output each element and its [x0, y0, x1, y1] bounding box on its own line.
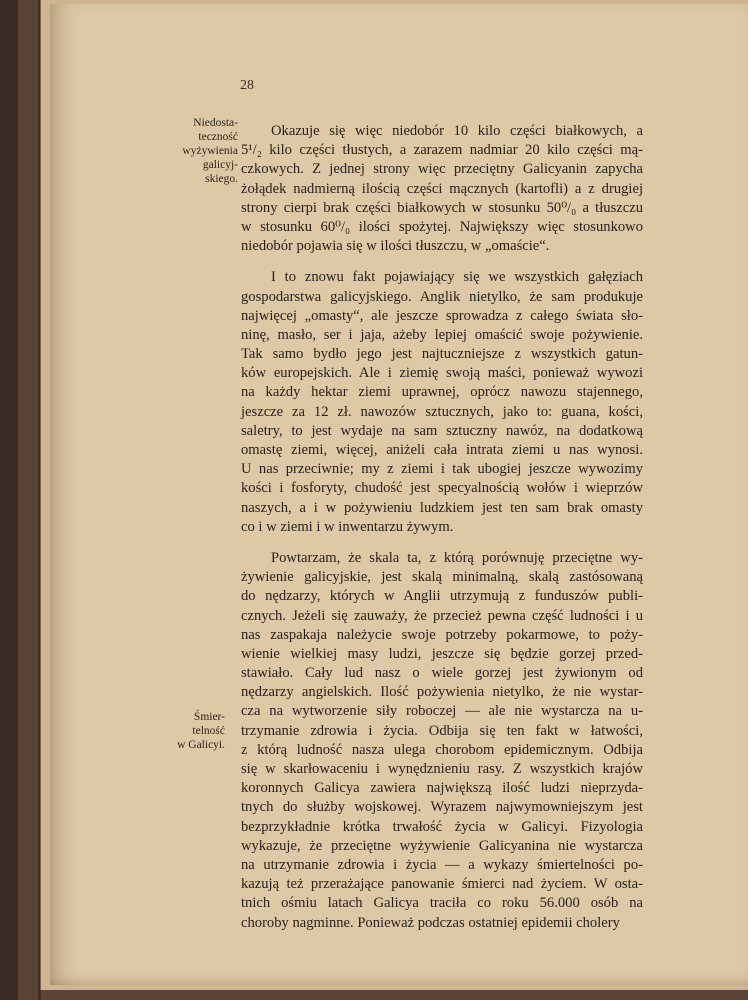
- paragraph: [241, 268, 643, 537]
- text-line: Okazuje się więc niedobór 10 kilo części białkowych, a: [271, 123, 643, 139]
- text-line: na każdy hektar ziemi uprawnej, oprócz nawozu stajennego,: [241, 384, 643, 401]
- text-line: wykazuje, że przeciętne wyżywienie Galicyanina nie wystarcza: [241, 837, 643, 854]
- text-line: z którą ludność nasza ulega chorobom epidemicznym. Odbija: [241, 741, 643, 758]
- text-line: strony cierpi brak części białkowych w stosunku 50⁰/₀ a tłuszczu: [241, 199, 643, 216]
- text-line: się w skarłowaceniu i wynędznieniu rasy. Z wszystkich krajów: [241, 761, 643, 777]
- text-line: tnych do służby wojskowej. Wyrazem najwymowniejszym jest: [241, 799, 643, 816]
- text-line: bezprzykładnie krótka trwałość życia w Galicyi. Fizyologia: [241, 818, 643, 835]
- text-line: na utrzymanie zdrowia i życia — a wykazy śmiertelności po-: [241, 856, 643, 873]
- text-line: najwięcej „omasty“, ale jeszcze sprowadza z całego świata sło-: [241, 307, 643, 324]
- text-line: ninę, masło, ser i jaja, ażeby lepiej omaścić swoje pożywienie.: [241, 326, 643, 343]
- text-line: żywienie galicyjskie, jest skalą minimalną, skalą zastósowaną: [241, 569, 643, 586]
- text-line: gospodarstwa galicyjskiego. Anglik nietylko, że sam produkuje: [241, 288, 643, 305]
- text-line: niedobór pojawia się w ilości tłuszczu, w „omaście“.: [241, 238, 550, 255]
- text-line: stawiało. Cały lud nasz o wiele gorzej jest żywionym od: [241, 665, 643, 682]
- paragraph: [241, 122, 643, 256]
- text-line: U nas przeciwnie; my z ziemi i tak ubogiej jeszcze wywozimy: [241, 461, 643, 478]
- text-line: I to znowu fakt pojawiający się we wszystkich gałęziach: [271, 269, 643, 286]
- text-line: wienie wielkiej masy ludzi, jeszcze się będzie gorzej przed-: [241, 645, 643, 662]
- text-line: choroby nagminne. Ponieważ podczas ostatniej epidemii cholery: [241, 914, 620, 931]
- margin-note-nutrition: Niedosta- teczność wyżywienia galicyj- skiego.: [182, 117, 238, 185]
- text-line: trzymanie zdrowia i życia. Odbija się ten fakt w łatwości,: [241, 722, 643, 739]
- text-line: nędzarzy angielskich. Ilość pożywienia nietylko, że nie wystar-: [241, 684, 643, 701]
- margin-note-mortality: Śmier- telność w Galicyi.: [177, 711, 225, 751]
- text-line: naszych, a i w pożywieniu ludzkiem jest ten sam brak omasty: [241, 499, 643, 516]
- paragraph: [241, 549, 643, 933]
- text-line: saletry, to jest wydaje na sam sztuczny nawóz, na dodatkową: [241, 422, 643, 439]
- page-number: 28: [240, 78, 254, 93]
- text-line: co i w ziemi i w inwentarzu żywym.: [241, 518, 454, 535]
- text-line: do nędzarzy, których w Anglii utrzymują z funduszów publi-: [241, 588, 643, 605]
- text-line: kości i fosforyty, chudość jest specyalnością wołów i wieprzów: [241, 480, 643, 497]
- text-line: jeszcze za 12 zł. nawozów sztucznych, jako to: guana, kości,: [241, 403, 643, 420]
- text-line: tnich ośmiu latach Galicya traciła co roku 56.000 osób na: [241, 895, 643, 912]
- text-line: nas zaspakaja należycie swoje potrzeby pokarmowe, to poży-: [241, 626, 643, 643]
- text-line: cza na wytworzenie siły roboczej — ale nie wystarcza na u-: [241, 703, 643, 720]
- text-line: żołądek nadmierną ilością części mącznych (kartofli) a z drugiej: [241, 180, 643, 197]
- binding-edge: [38, 0, 41, 1000]
- text-line: Powtarzam, że skala ta, z którą porównuję przeciętne wy-: [271, 549, 643, 566]
- text-line: omastę ziemi, więcej, aniżeli cała intrata ziemi u nas wynosi.: [241, 442, 643, 458]
- text-line: kazują też przerażające panowanie śmierci nad życiem. W osta-: [241, 876, 643, 893]
- text-line: 5¹/₂ kilo części tłustych, a zarazem nadmiar 20 kilo części mą-: [241, 142, 643, 159]
- text-line: Tak samo bydło jego jest najtuczniejsze z wszystkich gatun-: [241, 346, 643, 363]
- text-line: ków europejskich. Ale i ziemię swoją maści, ponieważ wywozi: [241, 365, 643, 382]
- body-text: [241, 122, 643, 945]
- text-line: czkowych. Z jednej strony więc przeciętny Galicyanin zapycha: [241, 161, 643, 178]
- text-line: w stosunku 60⁰/₀ ilości spożytej. Największy więc stosunkowo: [241, 218, 643, 235]
- text-line: cznych. Jeżeli się zauważy, że przecież pewna część ludności i u: [241, 607, 643, 624]
- text-line: koronnych Galicya zawiera największą ilość ludzi nieprzyda-: [241, 780, 643, 797]
